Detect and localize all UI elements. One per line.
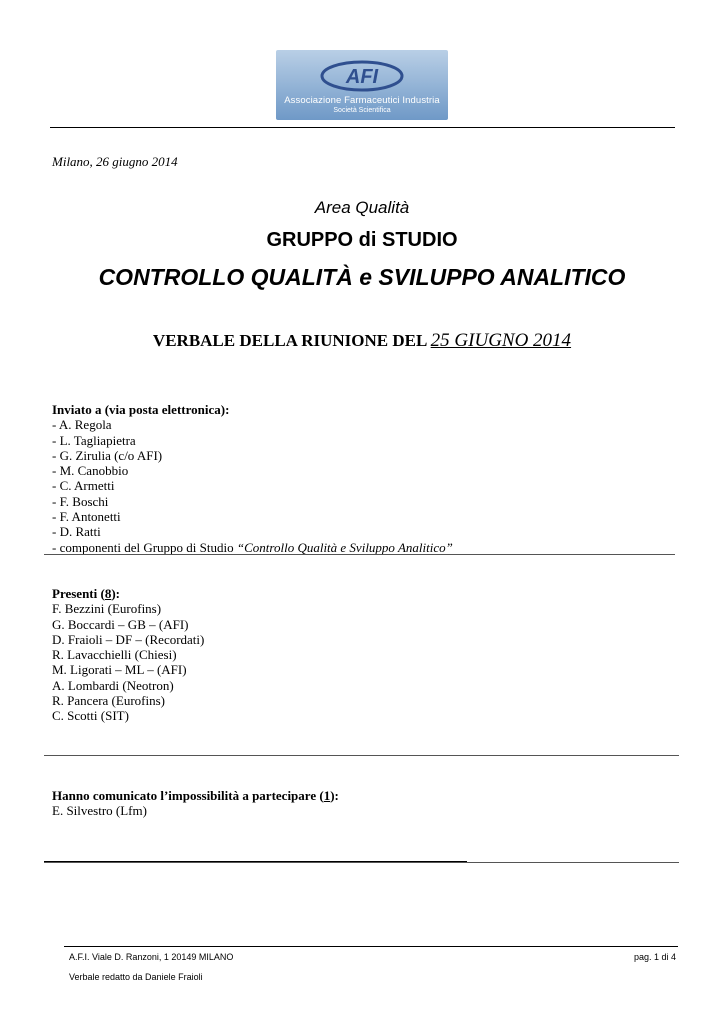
- logo-association-name: Associazione Farmaceutici Industria: [284, 95, 440, 106]
- list-item: - C. Armetti: [52, 478, 115, 494]
- group-members-prefix: - componenti del Gruppo di Studio: [52, 539, 234, 555]
- afi-mark-icon: [320, 60, 404, 92]
- list-item: F. Bezzini (Eurofins): [52, 601, 162, 617]
- section-divider: [44, 554, 675, 555]
- list-item: - G. Zirulia (c/o AFI): [52, 447, 163, 463]
- afi-mark-text: AFI: [345, 66, 379, 88]
- list-item: C. Scotti (SIT): [52, 708, 129, 724]
- present-section: [52, 586, 204, 724]
- list-item: - F. Antonetti: [52, 509, 121, 525]
- invited-section: [52, 402, 453, 555]
- footer-divider: [64, 946, 678, 947]
- document-title: CONTROLLO QUALITÀ e SVILUPPO ANALITICO: [98, 264, 626, 290]
- list-item: M. Ligorati – ML – (AFI): [52, 662, 187, 678]
- group-members-name: “Controllo Qualità e Sviluppo Analitico”: [236, 539, 453, 555]
- list-item: [52, 540, 453, 555]
- list-item: G. Boccardi – GB – (AFI): [52, 616, 189, 632]
- section-divider: [44, 755, 679, 756]
- present-heading: Presenti (8):: [52, 586, 120, 601]
- group-label: GRUPPO di STUDIO: [266, 229, 458, 251]
- footer-author: Verbale redatto da Daniele Fraioli: [69, 972, 203, 982]
- list-item: E. Silvestro (Lfm): [52, 803, 147, 819]
- list-item: - A. Regola: [52, 417, 112, 433]
- minutes-heading: [0, 330, 724, 352]
- footer-page: pag. 1 di 4: [633, 952, 676, 962]
- minutes-label: VERBALE DELLA RIUNIONE DEL: [152, 331, 427, 350]
- list-item: - L. Tagliapietra: [52, 432, 136, 448]
- footer-address: A.F.I. Viale D. Ranzoni, 1 20149 MILANO: [69, 952, 234, 962]
- logo-subtitle: Società Scientifica: [333, 107, 391, 114]
- list-item: A. Lombardi (Neotron): [52, 677, 174, 693]
- meeting-date: 25 GIUGNO 2014: [430, 330, 572, 351]
- list-item: - F. Boschi: [52, 493, 109, 509]
- header-divider: [50, 127, 675, 128]
- list-item: R. Pancera (Eurofins): [52, 693, 165, 709]
- list-item: R. Lavacchielli (Chiesi): [52, 647, 177, 663]
- afi-logo: [276, 50, 448, 120]
- list-item: - M. Canobbio: [52, 463, 129, 479]
- section-divider-bold: [44, 861, 467, 862]
- invited-heading: Inviato a (via posta elettronica):: [52, 402, 230, 417]
- list-item: - D. Ratti: [52, 524, 101, 540]
- present-count: 8: [104, 586, 112, 601]
- area-label: Area Qualità: [314, 198, 410, 217]
- absent-section: [52, 788, 339, 819]
- absent-count: 1: [323, 788, 331, 803]
- list-item: D. Fraioli – DF – (Recordati): [52, 631, 205, 647]
- place-date: Milano, 26 giugno 2014: [52, 154, 178, 169]
- absent-heading: Hanno comunicato l’impossibilità a partecipare (1):: [52, 788, 339, 803]
- section-divider: [44, 862, 679, 863]
